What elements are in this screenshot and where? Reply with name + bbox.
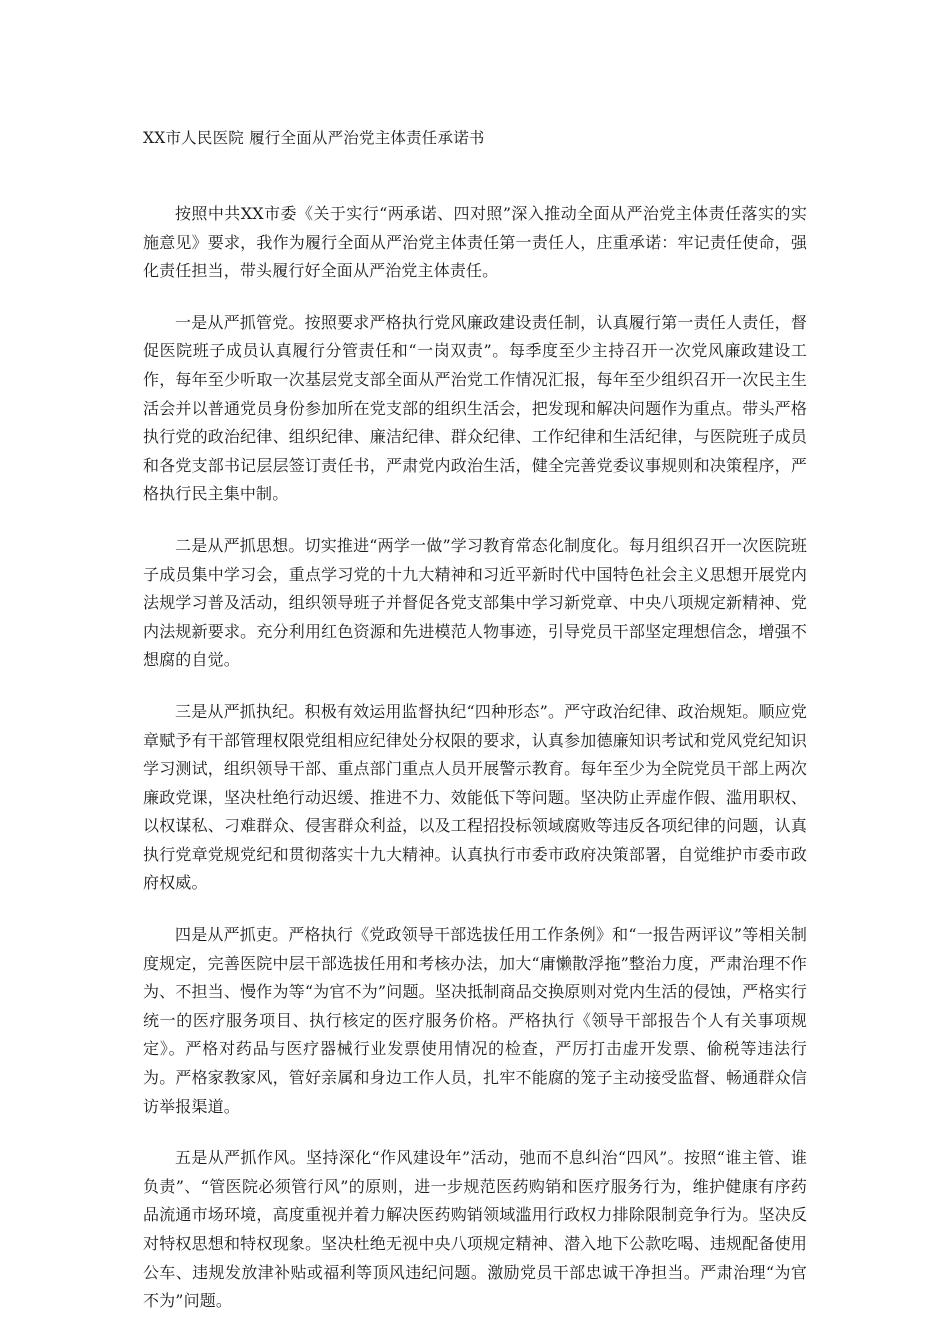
document-body — [143, 200, 807, 1316]
document-title: XX市人民医院 履行全面从严治党主体责任承诺书 — [143, 129, 485, 147]
paragraph-cadre-management: 四是从严抓吏。严格执行《党政领导干部选拔任用工作条例》和“一报告两评议”等相关制度规定，完善医院中层干部选拔任用和考核办法，加大“庸懒散浮拖”整治力度，严肃治理不作为、不担当、慢作为等“为官不为”问题。坚决抵制商品交换原则对党内生活的侵蚀，严格实行统一的医疗服务项目、执行核定的医疗服务价格。严格执行《领导干部报告个人有关事项规定》。严格对药品与医疗器械行业发票使用情况的检查，严厉打击虚开发票、偷税等违法行为。严格家教家风，管好亲属和身边工作人员，扎牢不能腐的笼子主动接受监督、畅通群众信访举报渠道。 — [143, 925, 807, 1116]
paragraph-party-management: 一是从严抓管党。按照要求严格执行党风廉政建设责任制，认真履行第一责任人责任，督促医院班子成员认真履行分管责任和“一岗双责”。每季度至少主持召开一次党风廉政建设工作，每年至少听取一次基层党支部全面从严治党工作情况汇报，每年至少组织召开一次民主生活会并以普通党员身份参加所在党支部的组织生活会，把发现和解决问题作为重点。带头严格执行党的政治纪律、组织纪律、廉洁纪律、群众纪律、工作纪律和生活纪律，与医院班子成员和各党支部书记层层签订责任书，严肃党内政治生活，健全完善党委议事规则和决策程序，严格执行民主集中制。 — [143, 312, 807, 504]
paragraph-discipline: 三是从严抓执纪。积极有效运用监督执纪“四种形态”。严守政治纪律、政治规矩。顺应党章赋予有干部管理权限党组相应纪律处分权限的要求，认真参加德廉知识考试和党风党纪知识学习测试，组织领导干部、重点部门重点人员开展警示教育。每年至少为全院党员干部上两次廉政党课，坚决杜绝行动迟缓、推进不力、效能低下等问题。坚决防止弄虚作假、滥用职权、以权谋私、刁难群众、侵害群众利益，以及工程招投标领域腐败等违反各项纪律的问题，认真执行党章党规党纪和贯彻落实十九大精神。认真执行市委市政府决策部署，自觉维护市委市政府权威。 — [143, 701, 807, 893]
paragraph-preamble: 按照中共XX市委《关于实行“两承诺、四对照”深入推动全面从严治党主体责任落实的实施意见》要求，我作为履行全面从严治党主体责任第一责任人，庄重承诺：牢记责任使命，强化责任担当，带头履行好全面从严治党主体责任。 — [143, 204, 807, 281]
paragraph-work-style: 五是从严抓作风。坚持深化“作风建设年”活动，弛而不息纠治“四风”。按照“谁主管、谁负责”、“管医院必须管行风”的原则，进一步规范医药购销和医疗服务行为，维护健康有序药品流通市场环境，高度重视并着力解决医药购销领域滥用行政权力排除限制竞争行为。坚决反对特权思想和特权现象。坚决杜绝无视中央八项规定精神、潜入地下公款吃喝、违规配备使用公车、违规发放津补贴或福利等顶风违纪问题。激励党员干部忠诚干净担当。严肃治理“为官不为”问题。 — [143, 1148, 807, 1311]
paragraph-ideology: 二是从严抓思想。切实推进“两学一做”学习教育常态化制度化。每月组织召开一次医院班子成员集中学习会，重点学习党的十九大精神和习近平新时代中国特色社会主义思想开展党内法规学习普及活动，组织领导班子并督促各党支部集中学习新党章、中央八项规定新精神、党内法规新要求。充分利用红色资源和先进模范人物事迹，引导党员干部坚定理想信念，增强不想腐的自觉。 — [143, 535, 807, 670]
